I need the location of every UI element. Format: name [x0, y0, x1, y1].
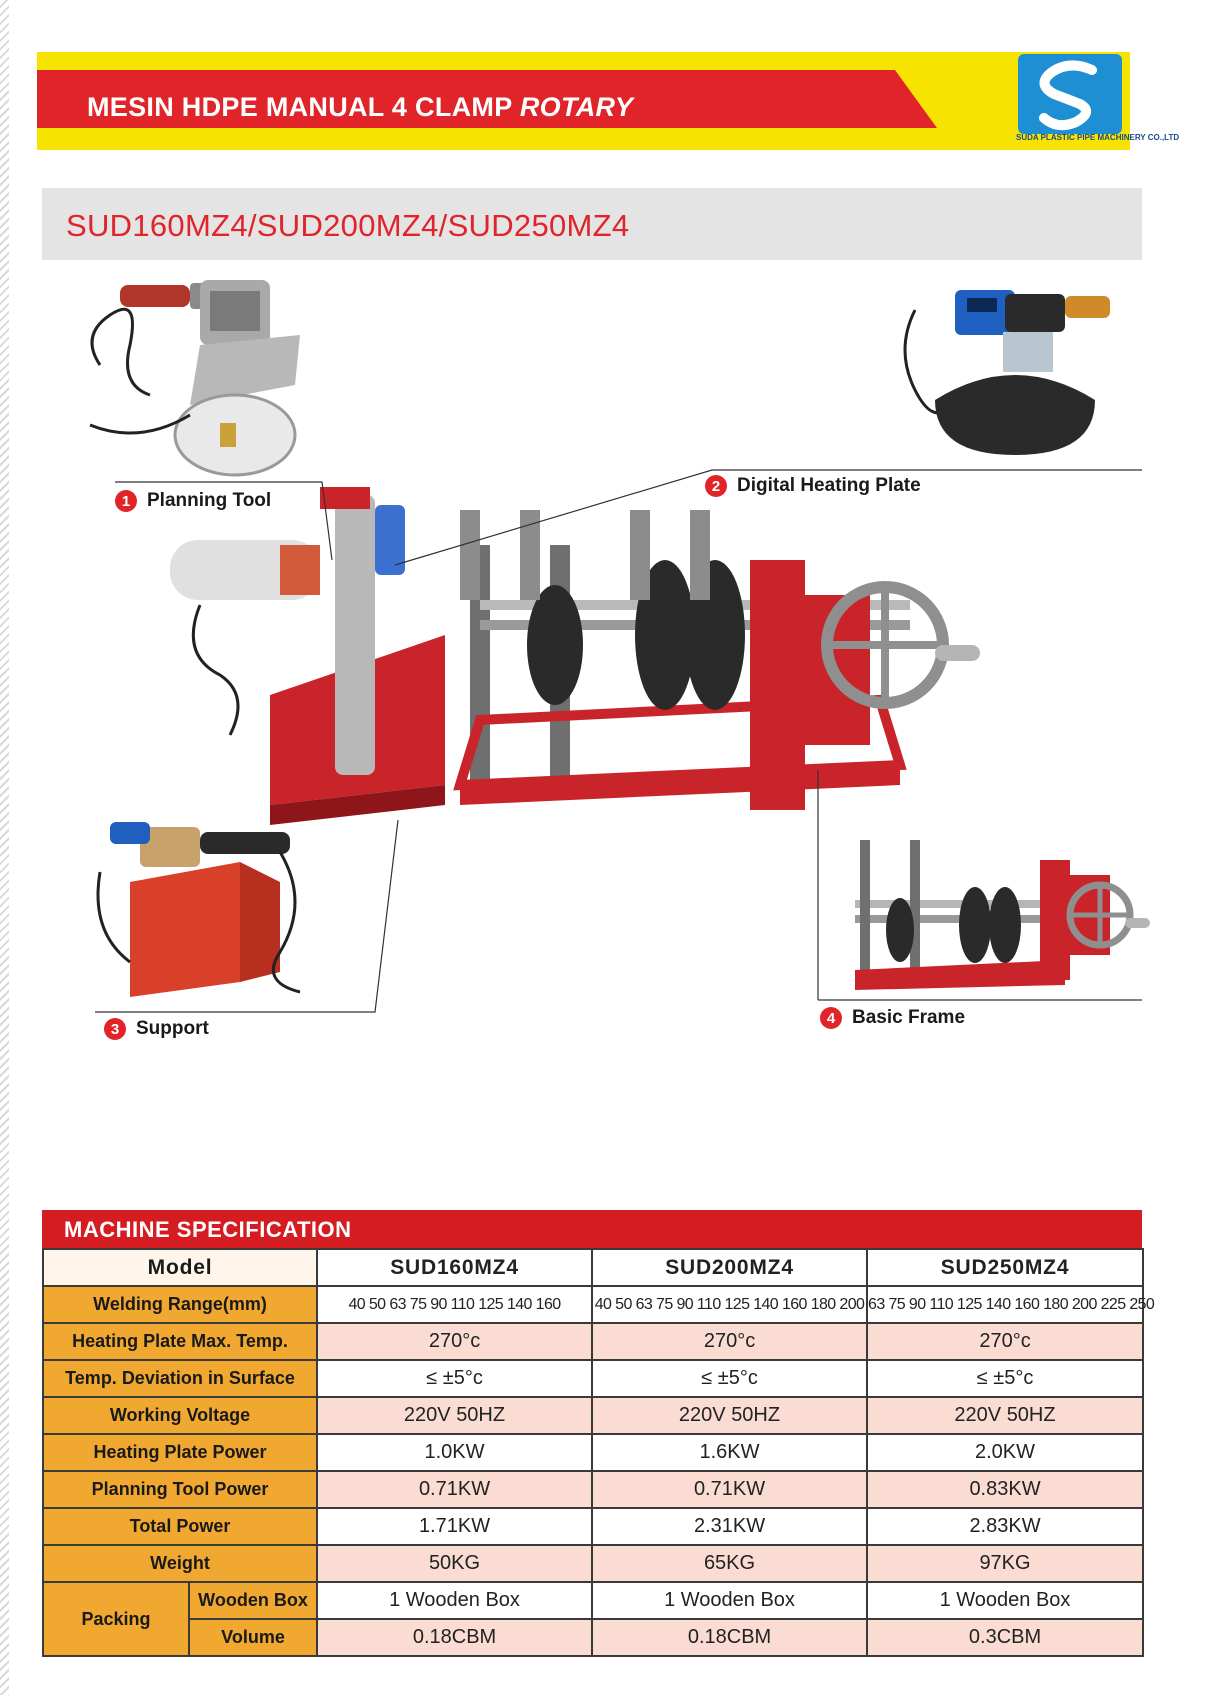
table-row-packing-volume: [43, 1619, 1143, 1656]
row-value: 1 Wooden Box: [867, 1582, 1143, 1619]
row-value: 1 Wooden Box: [592, 1582, 867, 1619]
table-row: [43, 1360, 1143, 1397]
table-row: [43, 1508, 1143, 1545]
row-value: 0.71KW: [592, 1471, 867, 1508]
row-value: 1.0KW: [317, 1434, 592, 1471]
row-value: 2.0KW: [867, 1434, 1143, 1471]
volume-label: Volume: [189, 1619, 317, 1656]
row-value: 0.18CBM: [592, 1619, 867, 1656]
spec-table: [42, 1248, 1155, 1657]
row-value: 1.6KW: [592, 1434, 867, 1471]
row-label: Planning Tool Power: [43, 1471, 317, 1508]
row-label: Weight: [43, 1545, 317, 1582]
row-value: 0.71KW: [317, 1471, 592, 1508]
row-label: Heating Plate Max. Temp.: [43, 1323, 317, 1360]
model-label: Model: [43, 1249, 317, 1286]
table-row: [43, 1471, 1143, 1508]
row-label: Welding Range(mm): [43, 1286, 317, 1323]
row-value: 40 50 63 75 90 110 125 140 160 180 200: [592, 1286, 867, 1323]
table-row-packing-box: [43, 1582, 1143, 1619]
models-title: SUD160MZ4/SUD200MZ4/SUD250MZ4: [66, 208, 630, 243]
model-name: SUD250MZ4: [867, 1249, 1143, 1286]
row-value: 270°c: [317, 1323, 592, 1360]
row-value: 1 Wooden Box: [317, 1582, 592, 1619]
row-label: Total Power: [43, 1508, 317, 1545]
table-header-row: [43, 1249, 1143, 1286]
table-row: [43, 1323, 1143, 1360]
row-value: 220V 50HZ: [867, 1397, 1143, 1434]
callout-basic-frame: 4 Basic Frame: [820, 1007, 965, 1029]
row-value: 0.3CBM: [867, 1619, 1143, 1656]
row-value: 97KG: [867, 1545, 1143, 1582]
row-value: 50KG: [317, 1545, 592, 1582]
row-label: Temp. Deviation in Surface: [43, 1360, 317, 1397]
table-row: [43, 1286, 1143, 1323]
row-value: ≤ ±5°c: [867, 1360, 1143, 1397]
table-row: [43, 1545, 1143, 1582]
model-name: SUD200MZ4: [592, 1249, 867, 1286]
row-value: 0.18CBM: [317, 1619, 592, 1656]
row-value: 270°c: [592, 1323, 867, 1360]
row-value: 2.31KW: [592, 1508, 867, 1545]
row-value: 2.83KW: [867, 1508, 1143, 1545]
row-label: Working Voltage: [43, 1397, 317, 1434]
row-value: 65KG: [592, 1545, 867, 1582]
table-row: [43, 1397, 1143, 1434]
row-value: 1.71KW: [317, 1508, 592, 1545]
row-label: Heating Plate Power: [43, 1434, 317, 1471]
row-value: 220V 50HZ: [592, 1397, 867, 1434]
logo-tagline: SUDA PLASTIC PIPE MACHINERY CO.,LTD: [1016, 133, 1180, 142]
row-value: ≤ ±5°c: [317, 1360, 592, 1397]
row-value: 63 75 90 110 125 140 160 180 200 225 250: [867, 1286, 1143, 1323]
callout-digital-heating-plate: 2 Digital Heating Plate: [705, 475, 921, 497]
table-row: [43, 1434, 1143, 1471]
spec-section-title: MACHINE SPECIFICATION: [42, 1210, 1142, 1248]
row-value: 0.83KW: [867, 1471, 1143, 1508]
model-name: SUD160MZ4: [317, 1249, 592, 1286]
wooden-box-label: Wooden Box: [189, 1582, 317, 1619]
packing-label: Packing: [43, 1582, 189, 1656]
page-title: MESIN HDPE MANUAL 4 CLAMP ROTARY: [87, 92, 634, 122]
row-value: 40 50 63 75 90 110 125 140 160: [317, 1286, 592, 1323]
row-value: 220V 50HZ: [317, 1397, 592, 1434]
row-value: 270°c: [867, 1323, 1143, 1360]
row-value: ≤ ±5°c: [592, 1360, 867, 1397]
callout-support: 3 Support: [104, 1018, 209, 1040]
callout-planning-tool: 1 Planning Tool: [115, 490, 271, 512]
machine-specification: [42, 1210, 1155, 1657]
